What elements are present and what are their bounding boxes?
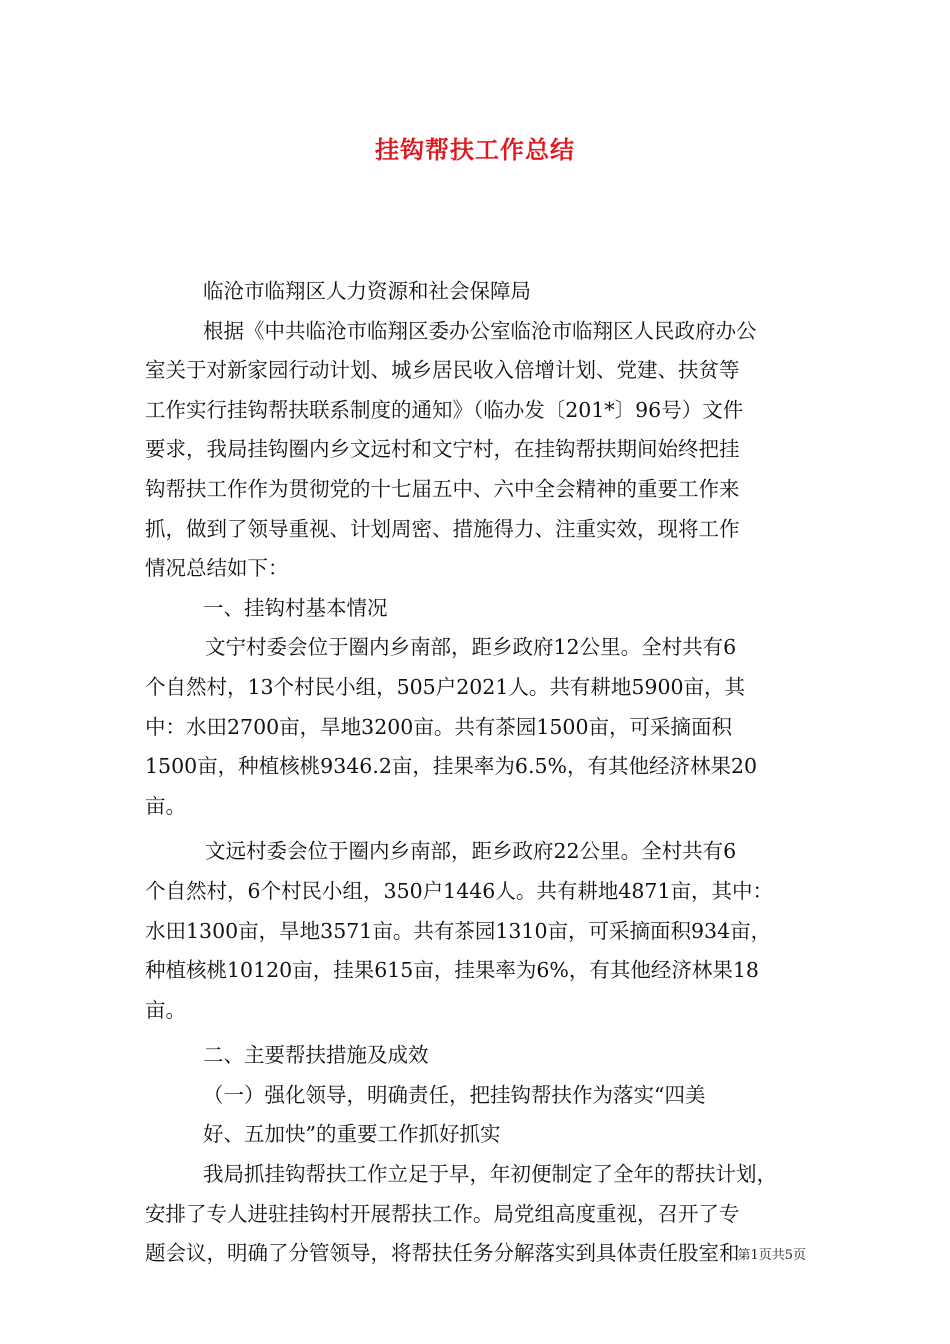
text-line: 文宁村委会位于圈内乡南部，距乡政府12公里。全村共有6 — [205, 635, 737, 660]
section-heading: 一、挂钩村基本情况 — [203, 595, 388, 620]
text-line: 种植核桃10120亩，挂果615亩，挂果率为6%，有其他经济林果18 — [145, 958, 759, 983]
text-line: 钩帮扶工作作为贯彻党的十七届五中、六中全会精神的重要工作来 — [145, 476, 740, 501]
text-line: 要求，我局挂钩圈内乡文远村和文宁村，在挂钩帮扶期间始终把挂 — [145, 437, 740, 462]
section-heading: 二、主要帮扶措施及成效 — [203, 1043, 429, 1068]
text-line: 我局抓挂钩帮扶工作立足于早，年初便制定了全年的帮扶计划， — [203, 1162, 777, 1187]
text-line: 1500亩，种植核桃9346.2亩，挂果率为6.5%，有其他经济林果20 — [145, 754, 758, 779]
text-line: 题会议，明确了分管领导，将帮扶任务分解落实到具体责任股室和 — [145, 1241, 740, 1266]
text-line: 亩。 — [145, 793, 186, 818]
text-line: 情况总结如下： — [145, 556, 289, 581]
text-line: 抓，做到了领导重视、计划周密、措施得力、注重实效，现将工作 — [145, 516, 740, 541]
subsection-heading: （一）强化领导，明确责任，把挂钩帮扶作为落实“四美 — [203, 1082, 706, 1107]
text-line: 亩。 — [145, 997, 186, 1022]
text-line: 个自然村，13个村民小组，505户2021人。共有耕地5900亩，其 — [145, 674, 746, 699]
text-line: 安排了专人进驻挂钩村开展帮扶工作。局党组高度重视，召开了专 — [145, 1201, 740, 1226]
document-title: 挂钩帮扶工作总结 — [375, 135, 575, 164]
text-line: 工作实行挂钩帮扶联系制度的通知》（临办发〔201*〕96号）文件 — [145, 397, 744, 422]
text-line-author: 临沧市临翔区人力资源和社会保障局 — [203, 279, 531, 303]
text-line: 水田1300亩，旱地3571亩。共有茶园1310亩，可采摘面积934亩， — [145, 918, 772, 943]
text-line: 中：水田2700亩，旱地3200亩。共有茶园1500亩，可采摘面积 — [145, 714, 733, 739]
subsection-heading-cont: 好、五加快”的重要工作抓好抓实 — [203, 1122, 501, 1147]
text-line: 文远村委会位于圈内乡南部，距乡政府22公里。全村共有6 — [205, 839, 737, 864]
document-body — [145, 272, 813, 1274]
text-line: 个自然村，6个村民小组，350户1446人。共有耕地4871亩，其中： — [145, 878, 774, 903]
text-line: 根据《中共临沧市临翔区委办公室临沧市临翔区人民政府办公 — [203, 318, 757, 343]
page-indicator: 第1页共5页 — [737, 1248, 806, 1263]
text-line: 室关于对新家园行动计划、城乡居民收入倍增计划、党建、扶贫等 — [145, 358, 740, 383]
